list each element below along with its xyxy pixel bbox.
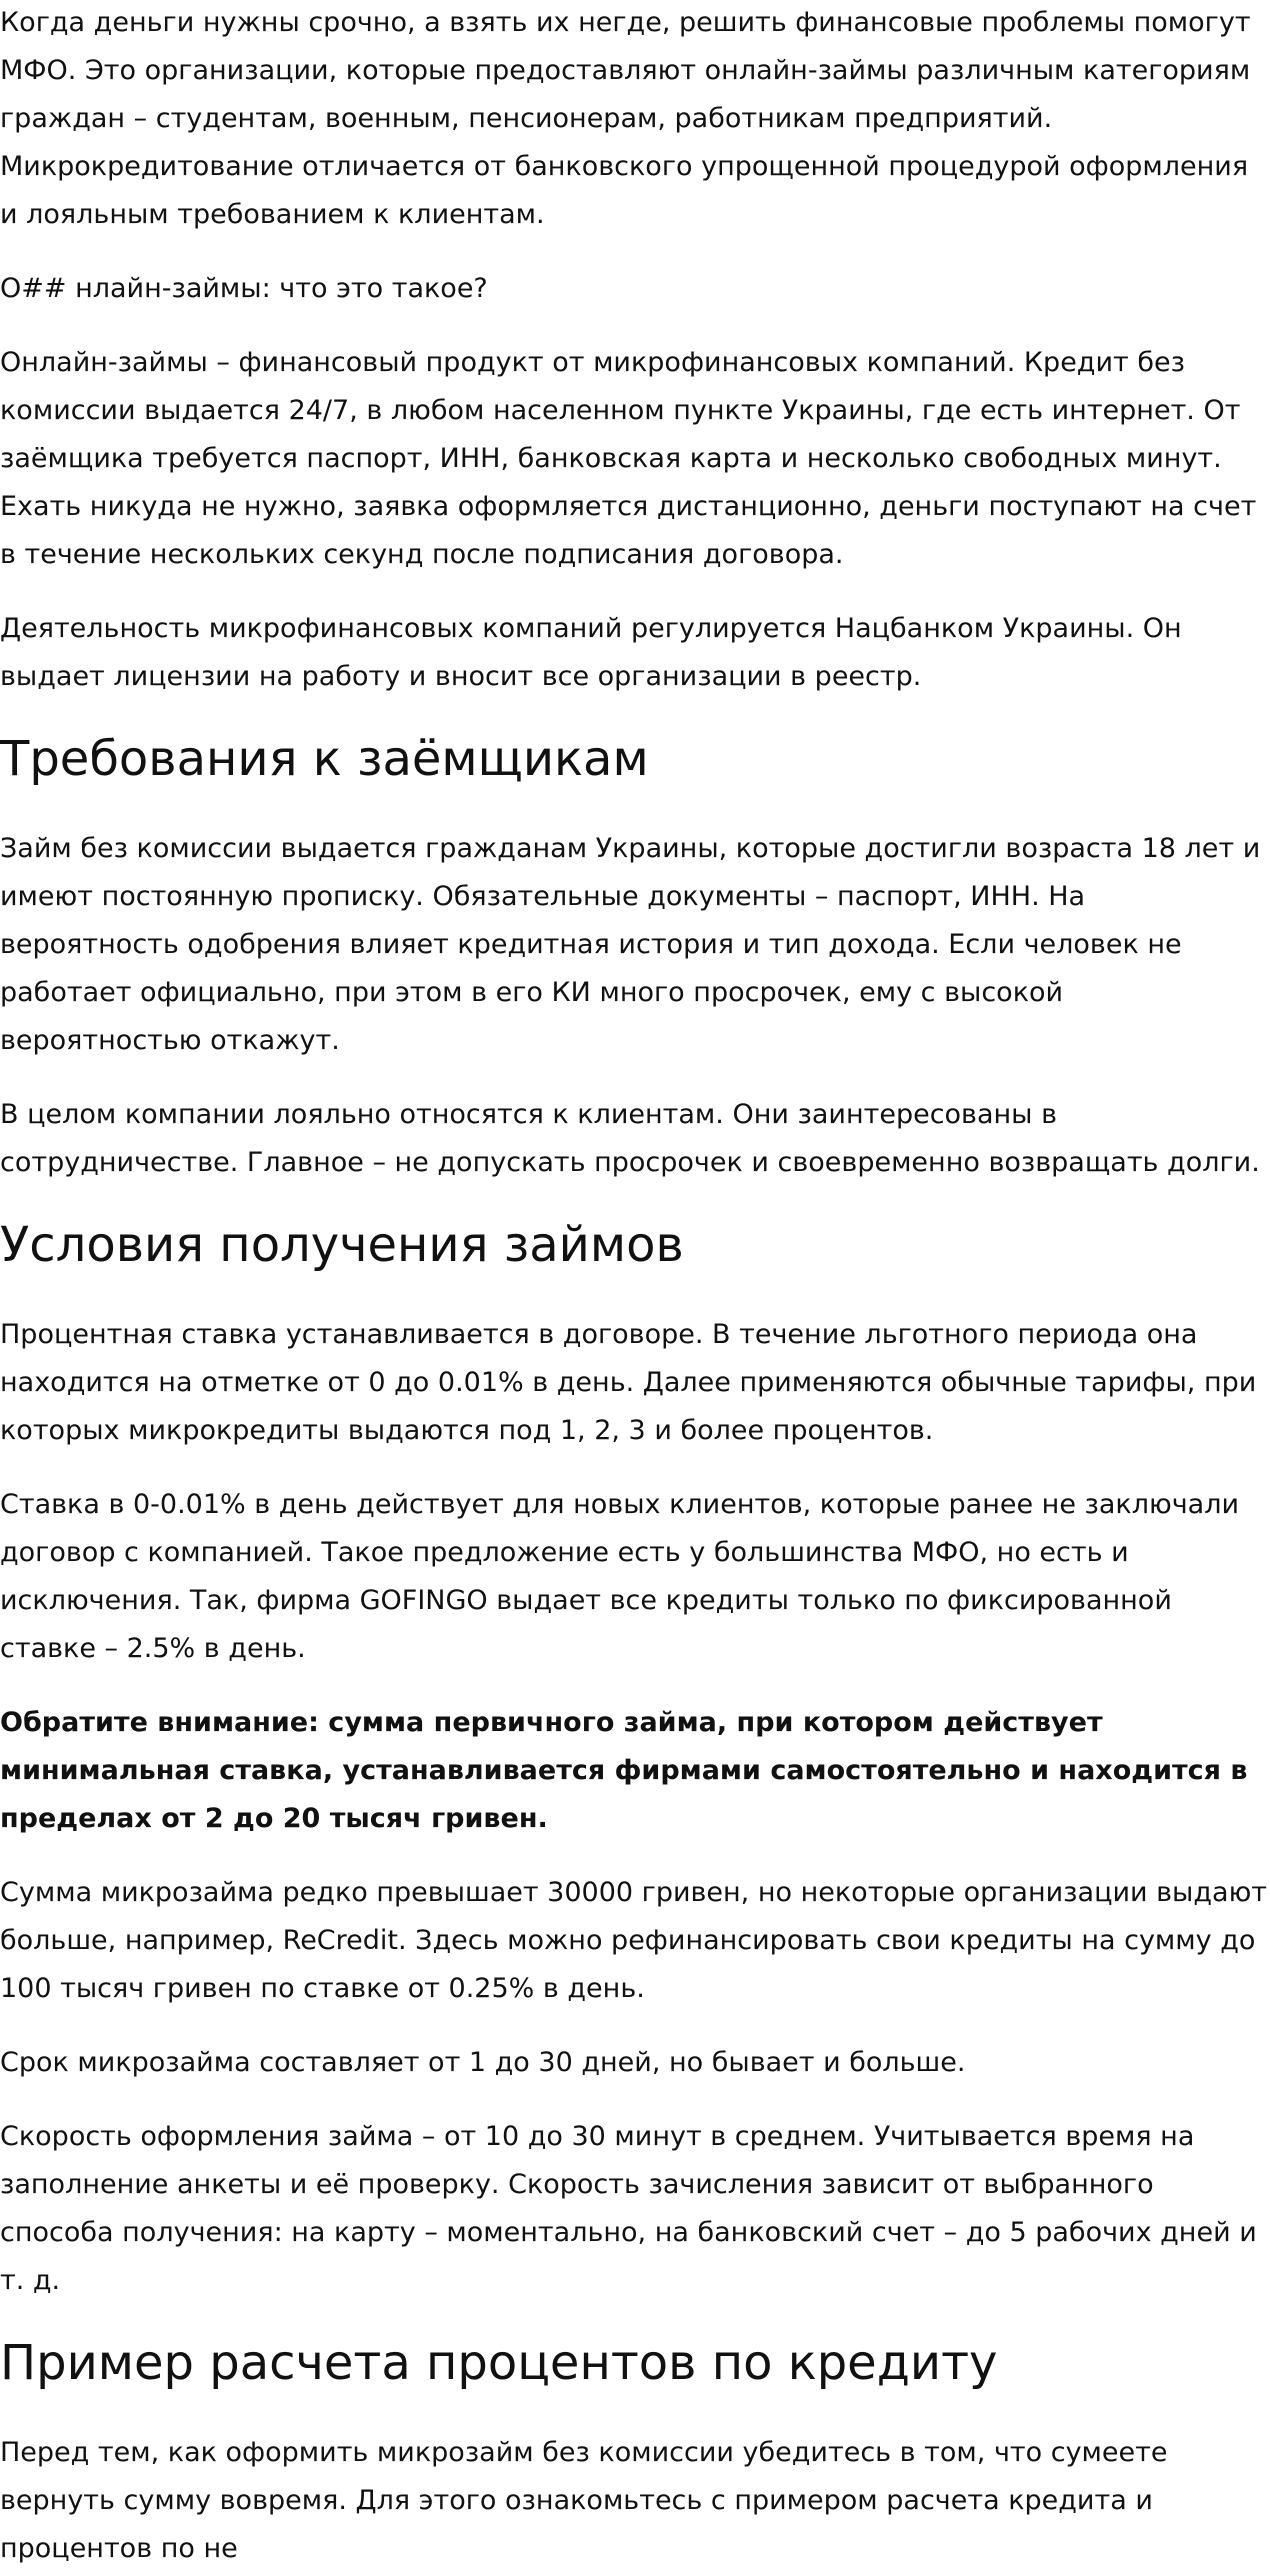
loan-amount-paragraph: Сумма микрозайма редко превышает 30000 гривен, но некоторые организации выдают больше, например, ReCredit. Здесь можно рефинансировать свои кредиты на сумму до 100 тысяч гривен по ставке от 0.25% в день. (0, 1877, 1268, 2004)
intro-paragraph: Когда деньги нужны срочно, а взять их негде, решить финансовые проблемы помогут МФО. Это организации, которые предоставляют онлайн-займы различным категориям граждан – студентам, военным, пенсионерам, работникам предприятий. Микрокредитование отличается от банковского упрощенной процедурой оформления и лояльным требованием к клиентам. (0, 7, 1251, 230)
section-heading-borrower-requirements: Требования к заёмщикам (0, 731, 649, 787)
requirements-paragraph: Займ без комиссии выдается гражданам Украины, которые достигли возраста 18 лет и имеют постоянную прописку. Обязательные документы – паспорт, ИНН. На вероятность одобрения влияет кредитная история и тип дохода. Если человек не работает официально, при этом в его КИ много просрочек, ему с высокой вероятностью откажут. (0, 833, 1261, 1056)
subheading-text-paragraph: О## нлайн-займы: что это такое? (0, 273, 488, 304)
section-heading-loan-conditions: Условия получения займов (0, 1217, 684, 1273)
online-loans-paragraph: Онлайн-займы – финансовый продукт от микрофинансовых компаний. Кредит без комиссии выдается 24/7, в любом населенном пункте Украины, где есть интернет. От заёмщика требуется паспорт, ИНН, банковская карта и несколько свободных минут. Ехать никуда не нужно, заявка оформляется дистанционно, деньги поступают на счет в течение нескольких секунд после подписания договора. (0, 347, 1257, 570)
processing-speed-paragraph: Скорость оформления займа – от 10 до 30 минут в среднем. Учитывается время на заполнение анкеты и её проверку. Скорость зачисления зависит от выбранного способа получения: на карту – моментально, на банковский счет – до 5 рабочих дней и т. д. (0, 2121, 1257, 2296)
loyalty-paragraph: В целом компании лояльно относятся к клиентам. Они заинтересованы в сотрудничестве. Главное – не допускать просрочек и своевременно возвращать долги. (0, 1099, 1260, 1178)
interest-rate-paragraph: Процентная ставка устанавливается в договоре. В течение льготного периода она находится на отметке от 0 до 0.01% в день. Далее применяются обычные тарифы, при которых микрокредиты выдаются под 1, 2, 3 и более процентов. (0, 1319, 1257, 1446)
section-heading-interest-calculation: Пример расчета процентов по кредиту (0, 2335, 998, 2391)
regulation-paragraph: Деятельность микрофинансовых компаний регулируется Нацбанком Украины. Он выдает лицензии на работу и вносит все организации в реестр. (0, 613, 1182, 692)
loan-term-paragraph: Срок микрозайма составляет от 1 до 30 дней, но бывает и больше. (0, 2047, 966, 2078)
calculation-intro-paragraph: Перед тем, как оформить микрозайм без комиссии убедитесь в том, что сумеете вернуть сумму вовремя. Для этого ознакомьтесь с примером расчета кредита и процентов по не (0, 2437, 1168, 2564)
new-clients-rate-paragraph: Ставка в 0-0.01% в день действует для новых клиентов, которые ранее не заключали договор с компанией. Такое предложение есть у большинства МФО, но есть и исключения. Так, фирма GOFINGO выдает все кредиты только по фиксированной ставке – 2.5% в день. (0, 1489, 1240, 1664)
attention-note-paragraph: Обратите внимание: сумма первичного займа, при котором действует минимальная ставка, устанавливается фирмами самостоятельно и находится в пределах от 2 до 20 тысяч гривен. (0, 1707, 1248, 1834)
